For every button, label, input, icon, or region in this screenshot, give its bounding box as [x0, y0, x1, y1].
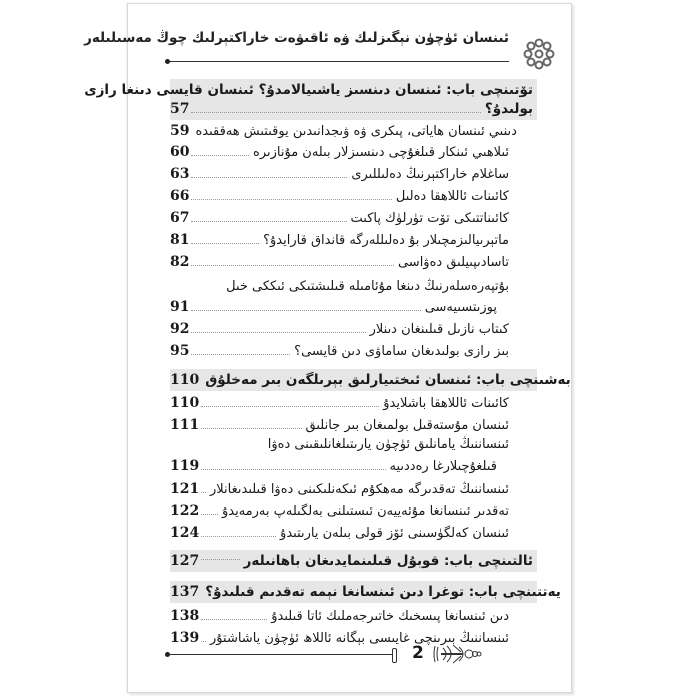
entry-title-line2: پوزىتسىيەسى: [424, 300, 497, 315]
toc-entry[interactable]: [170, 299, 537, 315]
chapter-title: بەشىنچى باب: ئىنسان ئىختىيارلىق بېرىلگەن بىر مەخلۇق: [205, 372, 571, 388]
page-number: 127: [170, 553, 200, 569]
toc-entry[interactable]: [170, 503, 537, 519]
toc-chapter-5[interactable]: [170, 369, 571, 391]
entry-title: دىنىي ئىنسان هاياتى، پىكرى ۋە ۋىجدانىدىن يوقىتىش ھەققىدە: [195, 124, 517, 139]
toc-entry[interactable]: [170, 417, 537, 433]
page-number: 66: [170, 188, 190, 204]
page-number: 95: [170, 343, 190, 359]
leader-dots: [191, 309, 420, 311]
toc-entry[interactable]: [170, 254, 537, 270]
leader-dots: [201, 535, 276, 537]
page-number: 124: [170, 525, 200, 541]
toc-entry[interactable]: [170, 458, 537, 474]
leader-dots: [201, 640, 206, 642]
entry-title-line2: قىلغۇچىلارغا رەددىيە: [389, 459, 497, 474]
toc-entry[interactable]: [170, 123, 537, 139]
leader-dots: [201, 513, 218, 515]
footer-rule: [167, 654, 393, 655]
entry-title-line1: ئىنساننىڭ يامانلىق ئۈچۈن يارىتىلغانلىقىنى دەۋا: [267, 437, 509, 452]
leader-dots: [201, 468, 385, 470]
page-number: 111: [170, 417, 200, 433]
header-title: ئىنسان ئۈچۈن نېگىزلىك ۋە ئاقىۋەت خاراكتېرلىك چوڭ مەسىلىلەر: [84, 30, 509, 46]
toc-entry[interactable]: [170, 166, 537, 182]
entry-title-line1: بۇتپەرەسلەرنىڭ دىنغا مۇئامىلە قىلىشتىكى ئىككى خىل: [226, 279, 509, 294]
leader-dots: [191, 353, 290, 355]
page-number: 57: [170, 101, 190, 117]
page-number: 82: [170, 254, 190, 270]
page-number: 139: [170, 630, 200, 646]
toc-entry[interactable]: [170, 525, 537, 541]
leader-dots: [191, 198, 391, 200]
leader-dots: [191, 220, 346, 222]
page-number: 63: [170, 166, 190, 182]
entry-title: ئىنسان مۇستەقىل بولمىغان بىر جانلىق: [305, 418, 509, 433]
toc-entry[interactable]: [170, 481, 537, 497]
leader-dots: [201, 427, 301, 429]
page-number: 110: [170, 372, 200, 388]
footer-bracket: [392, 648, 397, 663]
floral-ornament-icon: [433, 642, 483, 666]
page-number: 91: [170, 299, 190, 315]
header-rule: [167, 61, 509, 62]
chapter-title: ئالتىنچى باب: قوبۇل قىلىنمايدىغان باهانىلەر: [243, 553, 533, 569]
toc-entry[interactable]: [170, 343, 537, 359]
chapter-title: يەتتىنچى باب: توغرا دىن ئىنسانغا نېمە تەقدىم قىلىدۇ؟: [205, 584, 561, 600]
leader-dots: [191, 154, 249, 156]
entry-title: ساغلام خاراكتېرنىڭ دەلىللىرى: [351, 167, 509, 182]
toc-chapter-6[interactable]: [170, 550, 537, 572]
leader-dots: [191, 331, 365, 333]
leader-dots: [191, 176, 347, 178]
page-number: 60: [170, 144, 190, 160]
page-number: 67: [170, 210, 190, 226]
book-page: [84, 3, 572, 693]
chapter-title-cont: بولىدۇ؟: [484, 101, 533, 117]
entry-title: كائىنات ئاللاھقا باشلايدۇ: [383, 396, 509, 411]
leader-dots: [201, 558, 239, 560]
page-number: 2: [412, 643, 424, 663]
leader-dots: [201, 618, 267, 620]
page-number: 121: [170, 481, 200, 497]
toc-entry[interactable]: [170, 188, 537, 204]
toc-entry[interactable]: [170, 608, 537, 624]
leader-dots: [201, 405, 379, 407]
entry-title: بىز رازى بولىدىغان ساماۋى دىن قايسى؟: [294, 344, 509, 359]
leader-dots: [191, 112, 480, 113]
entry-title: ماتېرىيالىزمچىلار بۇ دەلىللەرگە قانداق قارايدۇ؟: [263, 233, 509, 248]
entry-title: تەقدىر ئىنسانغا مۇئەييەن ئىستىلنى بەلگىلەپ بەرمەيدۇ: [221, 504, 509, 519]
page-number: 137: [170, 584, 200, 600]
entry-title: تاسادىپىيلىق دەۋاسى: [397, 255, 509, 270]
page-number: 110: [170, 395, 200, 411]
leader-dots: [201, 491, 206, 493]
page-number: 138: [170, 608, 200, 624]
page-number: 81: [170, 232, 190, 248]
entry-title: ئىنساننىڭ بىرىنچى غايىسى بېگانە ئاللاھ ئۈچۈن ياشاشتۇر: [210, 631, 509, 646]
toc-chapter-4[interactable]: [84, 79, 537, 120]
leader-dots: [191, 242, 259, 244]
toc-entry[interactable]: [170, 395, 537, 411]
entry-title: كائىنات ئاللاھقا دەلىل: [395, 189, 509, 204]
page-number: 119: [170, 458, 200, 474]
toc-entry[interactable]: [170, 232, 537, 248]
running-header: [84, 4, 571, 64]
page-number: 59: [170, 123, 190, 139]
toc-entry[interactable]: [170, 210, 537, 226]
entry-title: ئىلاهىي ئىنكار قىلغۇچى دىنسىزلار بىلەن مۇنازىرە: [253, 145, 509, 160]
leader-dots: [191, 264, 393, 266]
entry-title: ئىنساننىڭ تەقدىرگە مەھكۇم ئىكەنلىكىنى دەۋا قىلىدىغانلار: [210, 482, 509, 497]
chapter-title: تۆتىنچى باب: ئىنسان دىنسىز ياشىيالامدۇ؟ ئىنسان قايسى دىنغا رازى: [84, 82, 533, 98]
page-number: 122: [170, 503, 200, 519]
page-number: 92: [170, 321, 190, 337]
entry-title: دىن ئىنسانغا پىسخىك خاتىرجەملىك ئاتا قىلىدۇ: [271, 609, 509, 624]
entry-title: كىتاب نازىل قىلىنغان دىنلار: [369, 322, 509, 337]
toc-entry[interactable]: [170, 144, 537, 160]
toc-chapter-7[interactable]: [170, 581, 561, 603]
toc-entry[interactable]: [170, 321, 537, 337]
rosette-ornament-icon: [521, 36, 557, 72]
entry-title: ئىنسان كەلگۈسىنى ئۆز قولى بىلەن يارىتىدۇ: [280, 526, 509, 541]
entry-title: كائىناتتىكى تۆت تۈرلۈك پاكىت: [350, 211, 509, 226]
